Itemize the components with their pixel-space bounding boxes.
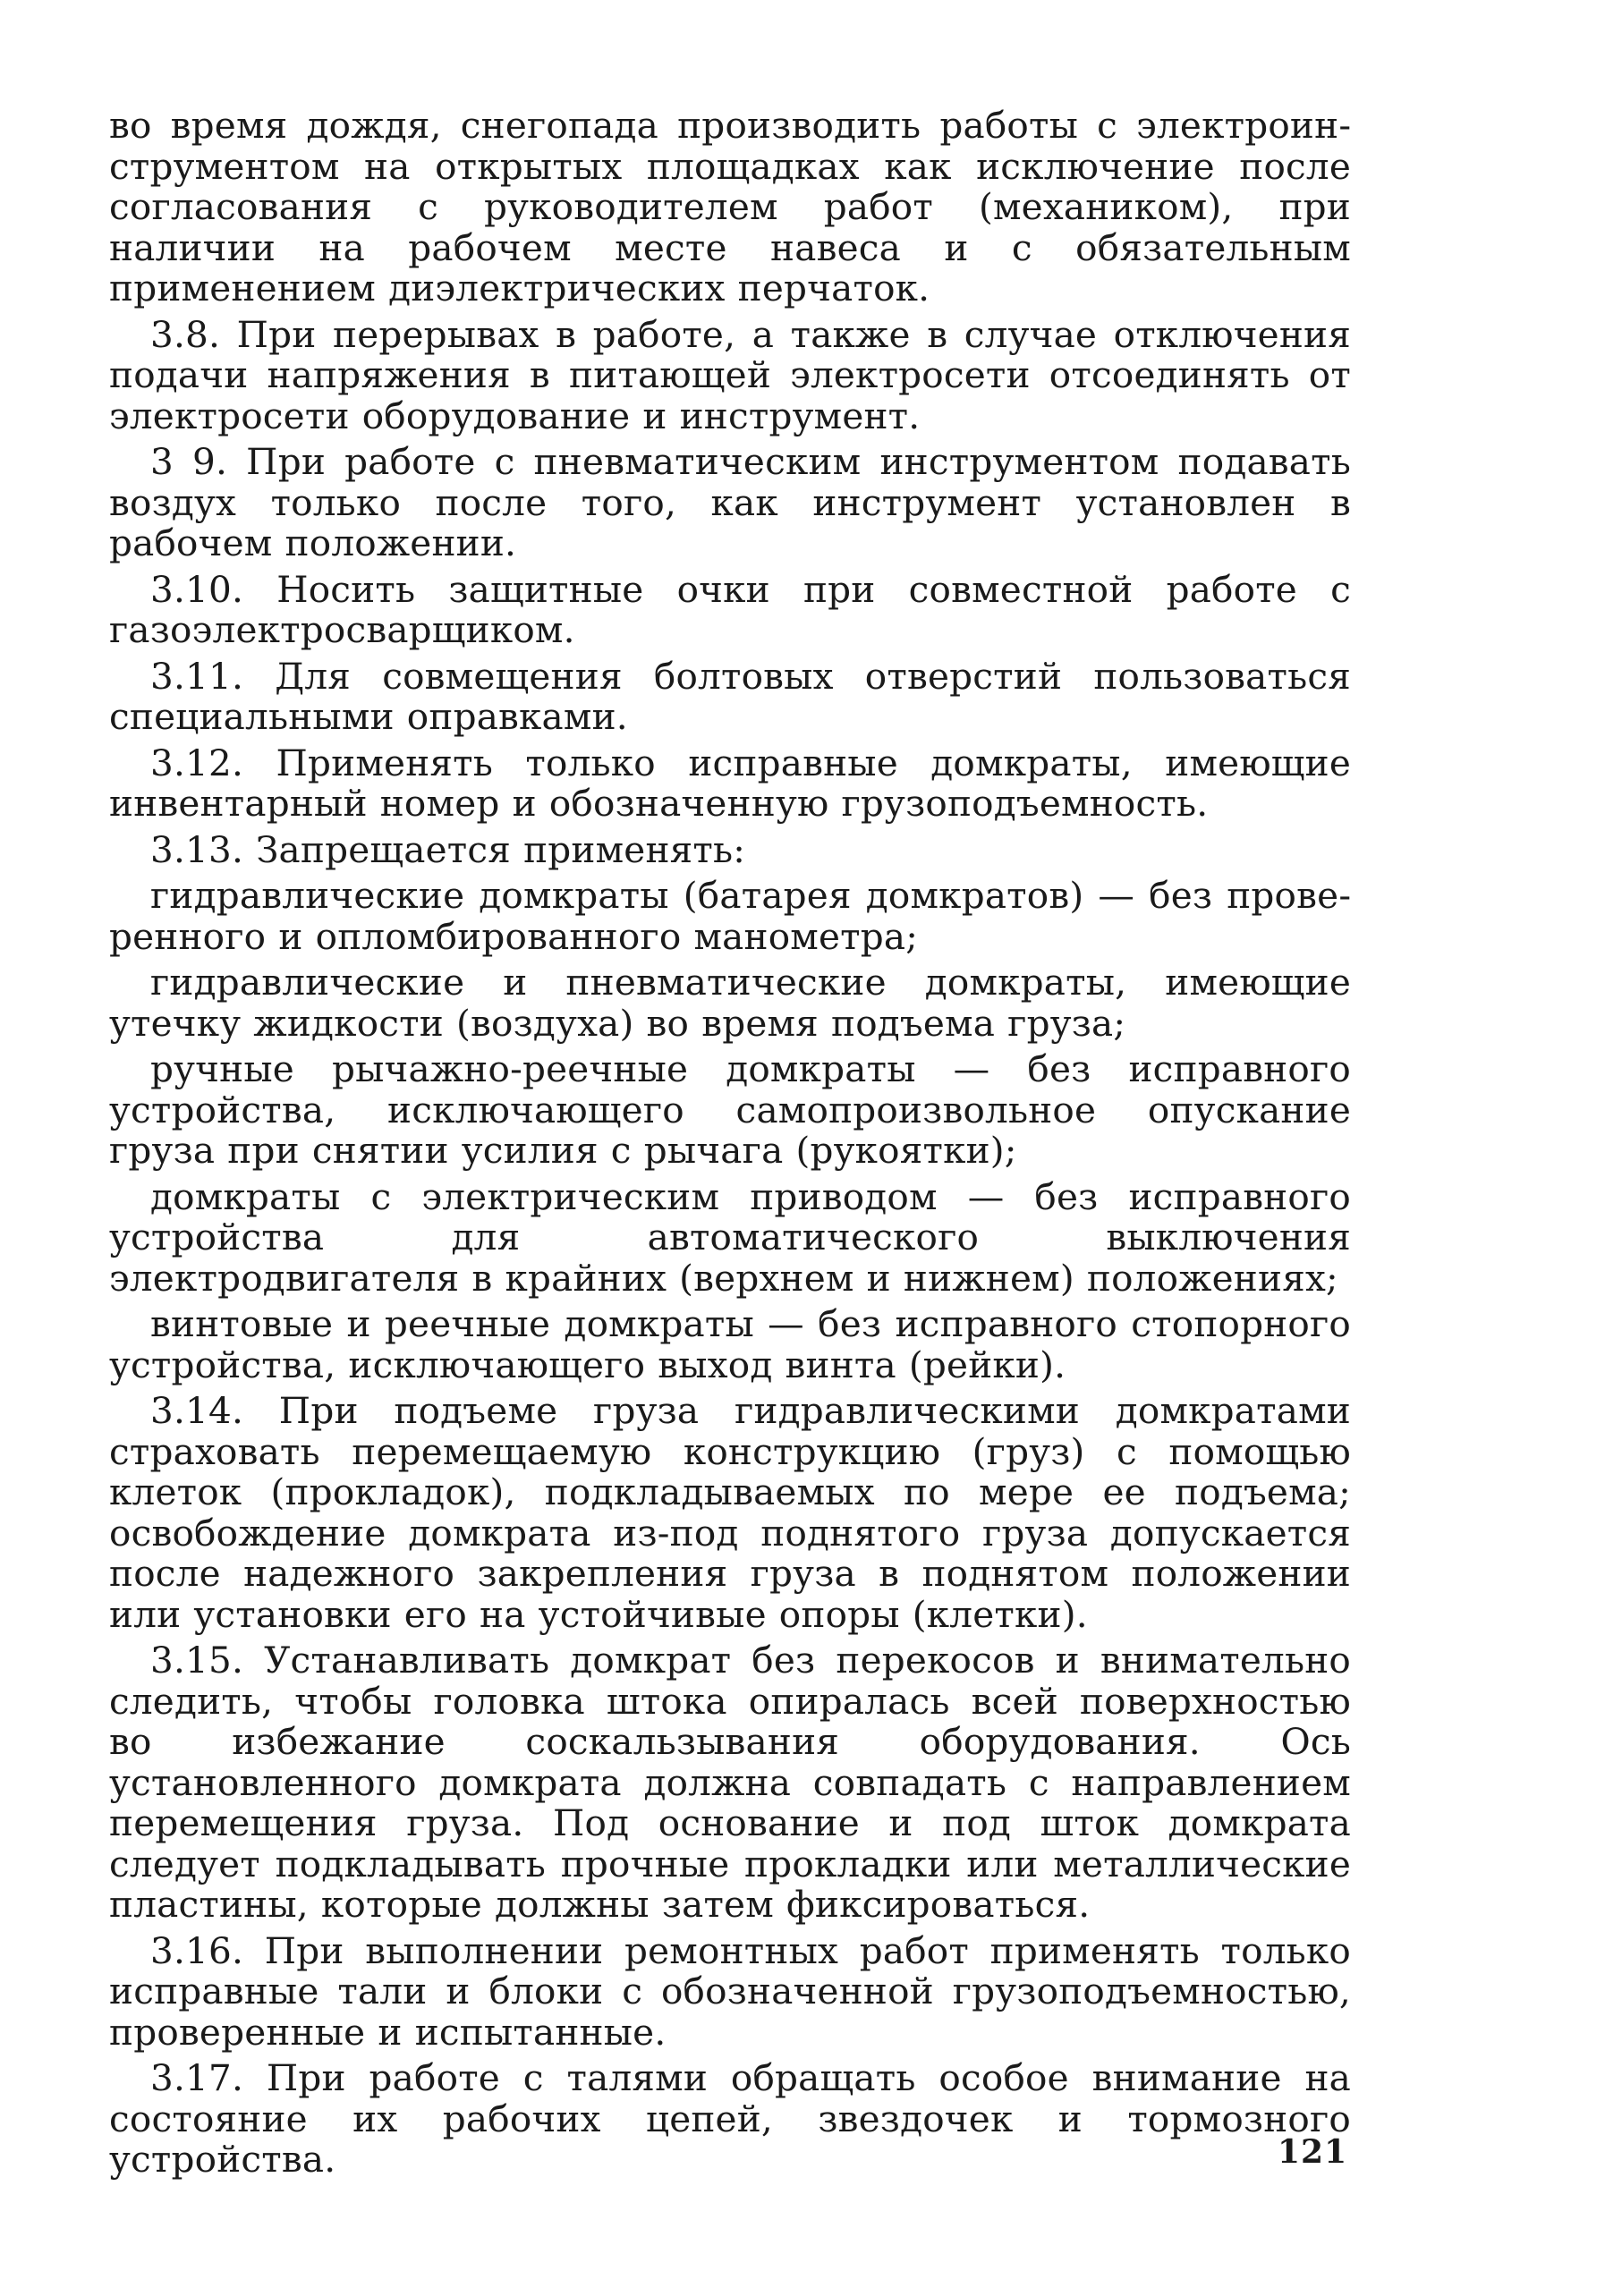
paragraph-3-16: 3.16. При выполнении ремонтных работ применять только исправные тали и блоки с обозначенной грузоподъемностью, проверенные и испытанные. <box>109 1928 1351 2054</box>
list-item-leaking-jacks: гидравлические и пневматические домкраты, имеющие утечку жидкости (воздуха) во время подъема груза; <box>109 961 1351 1045</box>
list-item-lever-jacks: ручные рычажно-реечные домкраты — без исправного устройства, исключающего самопроизвольное опускание груза при снятии усилия с рычага (рукоятки); <box>109 1047 1351 1172</box>
paragraph-3-10: 3.10. Носить защитные очки при совместной работе с газоэлектросварщиком. <box>109 567 1351 651</box>
paragraph-3-15: 3.15. Устанавливать домкрат без перекосов и внимательно следить, чтобы головка штока опиралась всей поверхностью во избежание соскальзывания оборудования. Ось установленного домкрата должна совпадать с направлением перемещения груза. Под основание и под шток домкрата следует подкладывать прочные прокладки или металлические пластины, которые должны затем фиксироваться. <box>109 1639 1351 1926</box>
page-number: 121 <box>1278 2133 1348 2171</box>
paragraph-3-11: 3.11. Для совмещения болтовых отверстий пользоваться специальными оправками. <box>109 654 1351 738</box>
list-item-hydraulic-jacks: гидравлические домкраты (батарея домкратов) — без проверенного и опломбированного манометра; <box>109 874 1351 958</box>
paragraph-3-14: 3.14. При подъеме груза гидравлическими домкратами страховать перемещаемую конструкцию (груз) с помощью клеток (прокладок), подкладываемых по мере ее подъема; освобождение домкрата из-под поднятого груза допускается после надежного закрепления груза в поднятом положении или установки его на устойчивые опоры (клетки). <box>109 1389 1351 1636</box>
paragraph-3-13: 3.13. Запрещается применять: <box>150 827 746 871</box>
page-body <box>109 106 1351 2186</box>
paragraph-3-17: 3.17. При работе с талями обращать особое внимание на состояние их рабочих цепей, звездочек и тормозного устройства. <box>109 2056 1351 2181</box>
paragraph-3-9: 3 9. При работе с пневматическим инструментом подавать воздух только после того, как инструмент установлен в рабочем положении. <box>109 440 1351 564</box>
paragraph-continuation: во время дождя, снегопада производить работы с электроинструментом на открытых площадках как исключение после согласования с руководителем работ (механиком), при наличии на рабочем месте навеса и с обязательным применением диэлектрических перчаток. <box>109 104 1351 309</box>
paragraph-3-8: 3.8. При перерывах в работе, а также в случае отключения подачи напряжения в питающей электросети отсоединять от электросети оборудование и инструмент. <box>109 312 1351 437</box>
list-item-electric-jacks: домкраты с электрическим приводом — без исправного устройства для автоматического выключения электродвигателя в крайних (верхнем и нижнем) положениях; <box>109 1174 1351 1300</box>
list-item-screw-jacks: винтовые и реечные домкраты — без исправного стопорного устройства, исключающего выход винта (рейки). <box>109 1302 1351 1386</box>
paragraph-3-12: 3.12. Применять только исправные домкраты, имеющие инвентарный номер и обозначенную грузоподъемность. <box>109 741 1351 825</box>
